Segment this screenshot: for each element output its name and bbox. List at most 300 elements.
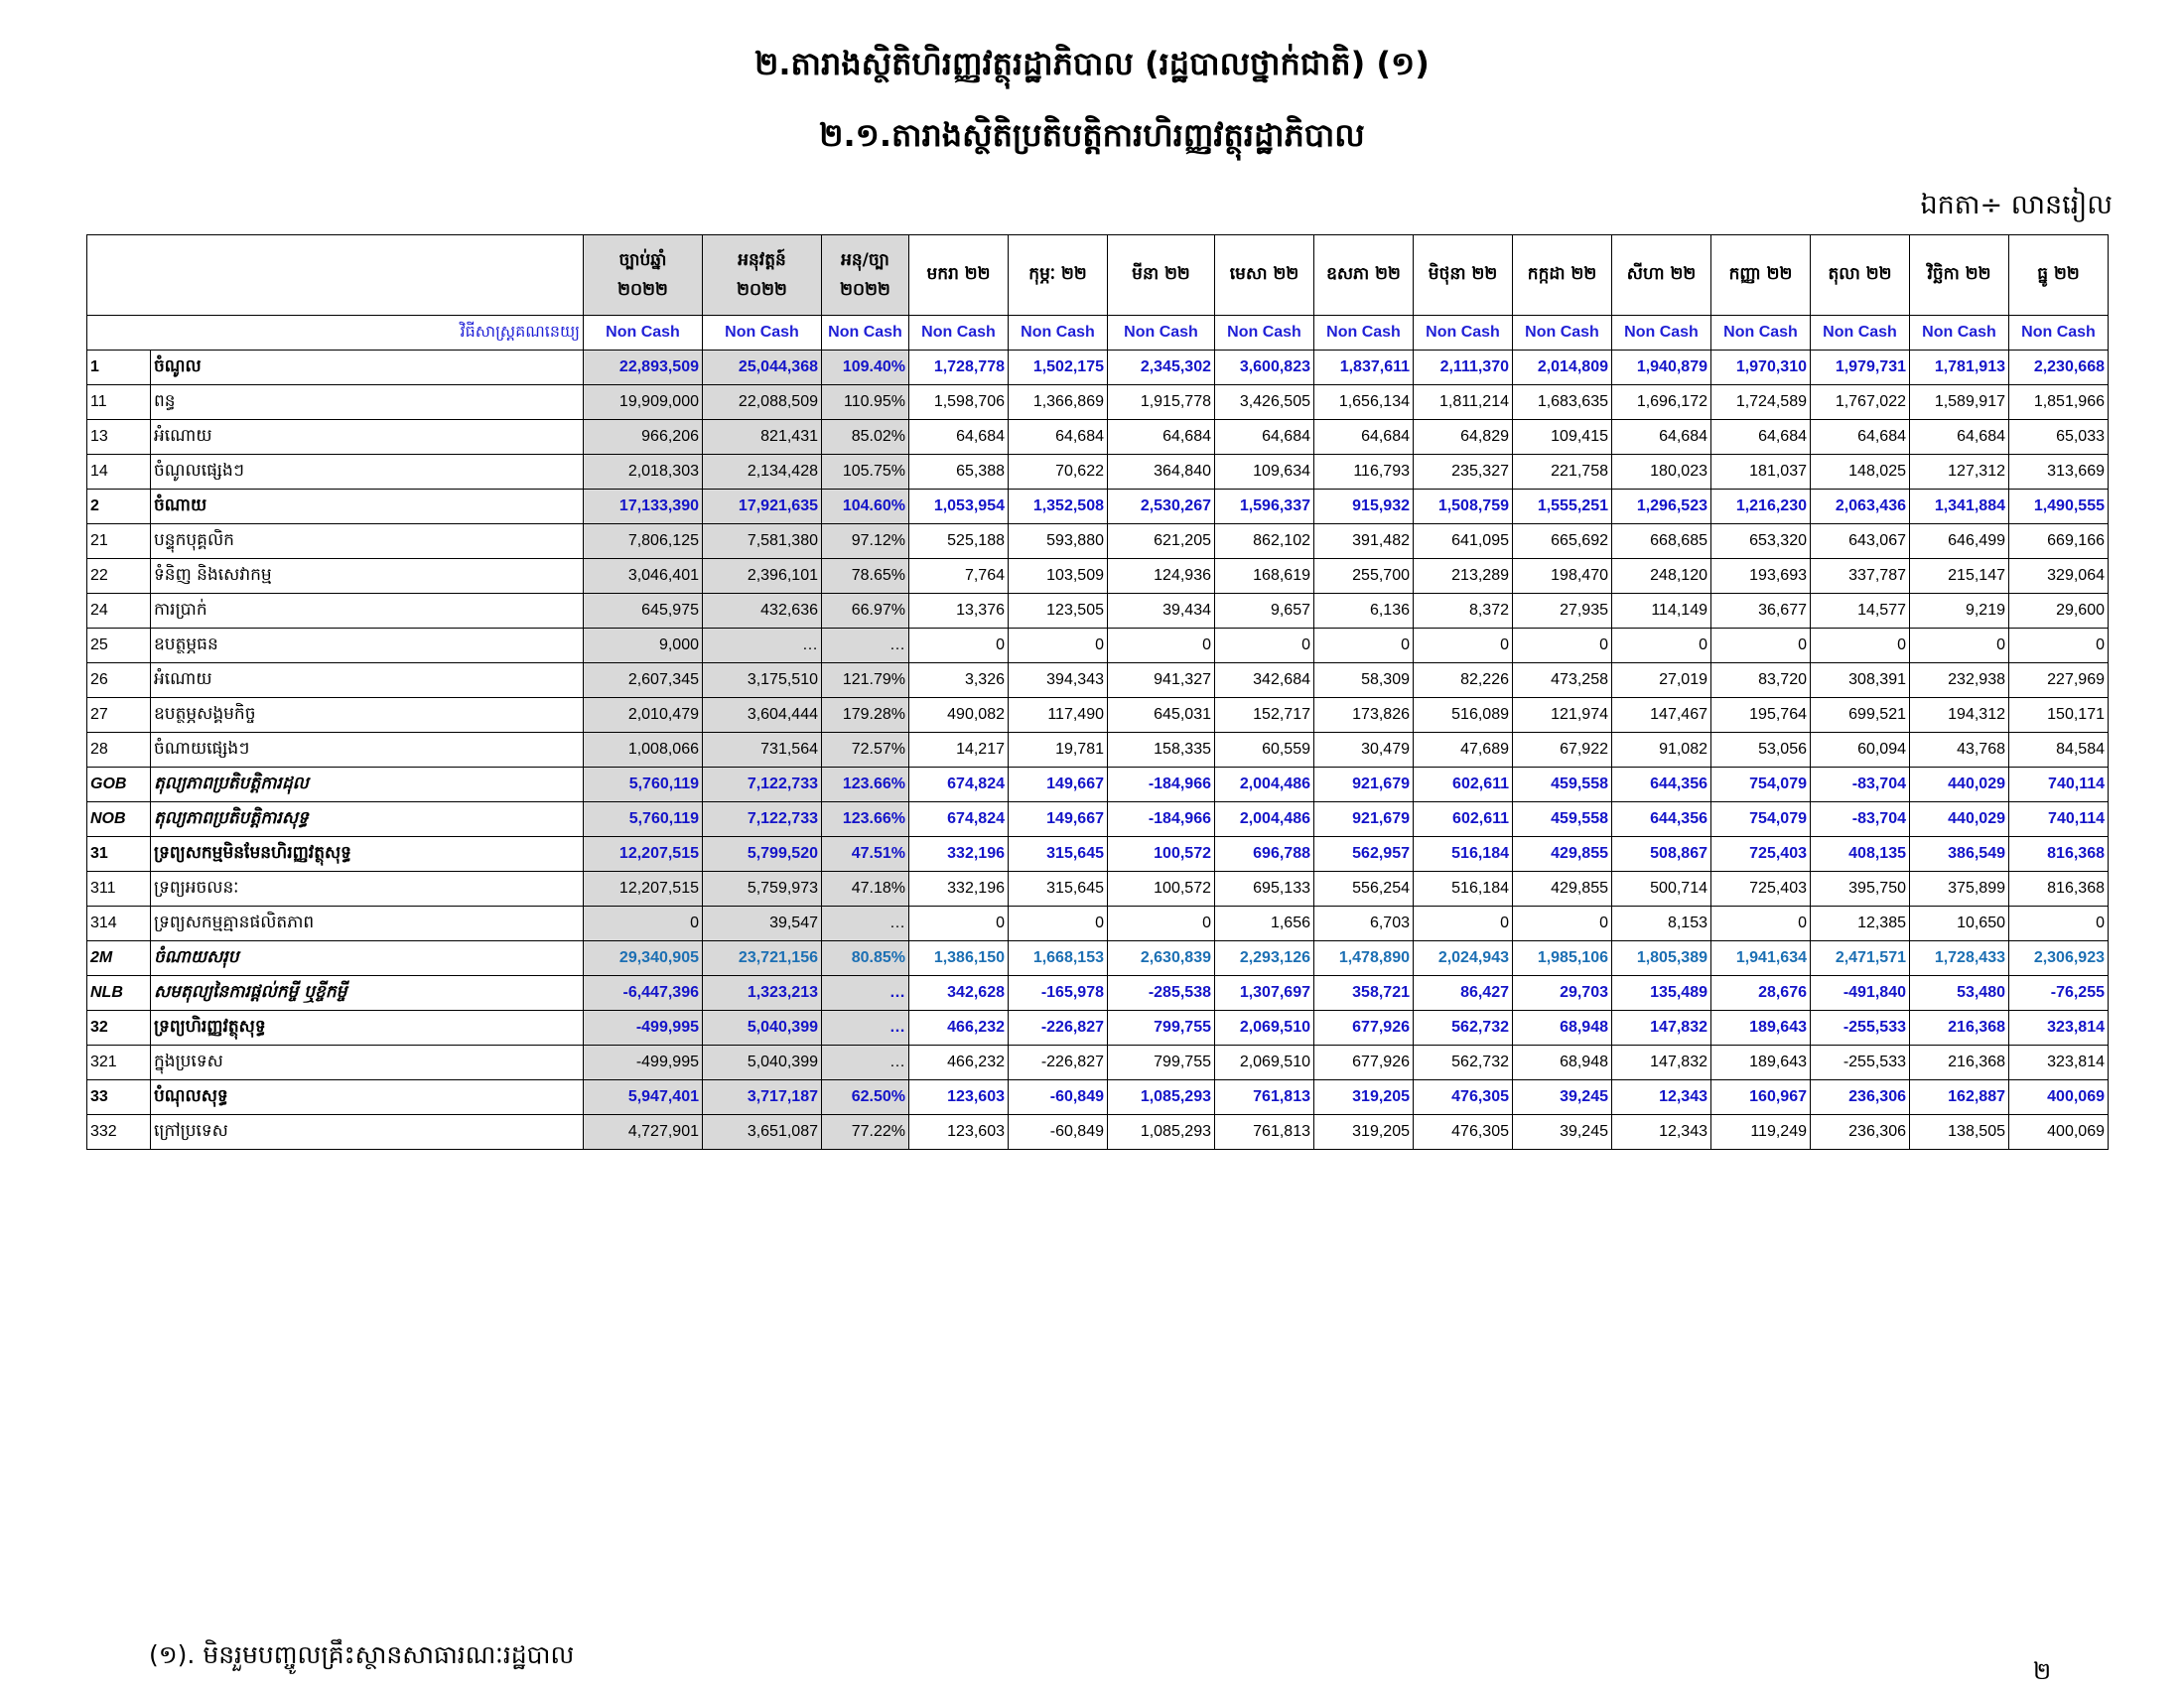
row-code: GOB <box>87 768 151 802</box>
month-value: 67,922 <box>1513 733 1612 768</box>
month-value: 1,598,706 <box>909 385 1009 420</box>
implementation-value: 3,717,187 <box>703 1080 822 1115</box>
month-value: -83,704 <box>1811 768 1910 802</box>
month-value: -184,966 <box>1108 802 1215 837</box>
row-name: ឧបត្ថម្ភសង្គមកិច្ច <box>151 698 584 733</box>
month-value: 7,764 <box>909 559 1009 594</box>
month-value: 459,558 <box>1513 802 1612 837</box>
table-row <box>87 594 2109 629</box>
month-value: 1,837,611 <box>1314 351 1414 385</box>
month-value: 0 <box>1811 629 1910 663</box>
law-value: 5,947,401 <box>584 1080 703 1115</box>
row-name: ការប្រាក់ <box>151 594 584 629</box>
month-value: 1,683,635 <box>1513 385 1612 420</box>
row-code: NOB <box>87 802 151 837</box>
month-value: 64,684 <box>1215 420 1314 455</box>
month-value: 429,855 <box>1513 872 1612 907</box>
law-value: 2,607,345 <box>584 663 703 698</box>
ratio-value: 123.66% <box>822 802 909 837</box>
page-subtitle: ២.១.តារាងស្ថិតិប្រតិបត្តិការហិរញ្ញវត្ថុរដ្ឋាភិបាល <box>819 116 1365 154</box>
row-code: 33 <box>87 1080 151 1115</box>
non-cash-label: Non Cash <box>1811 316 1910 351</box>
month-value: 152,717 <box>1215 698 1314 733</box>
implementation-value: 25,044,368 <box>703 351 822 385</box>
month-value: 138,505 <box>1910 1115 2009 1150</box>
accounting-method-row <box>87 316 2109 351</box>
row-code: 22 <box>87 559 151 594</box>
month-value: 36,677 <box>1711 594 1811 629</box>
month-value: 227,969 <box>2009 663 2109 698</box>
month-value: 1,555,251 <box>1513 490 1612 524</box>
month-value: 2,345,302 <box>1108 351 1215 385</box>
implementation-value: 22,088,509 <box>703 385 822 420</box>
month-value: 1,941,634 <box>1711 941 1811 976</box>
implementation-value: 1,323,213 <box>703 976 822 1011</box>
month-value: 194,312 <box>1910 698 2009 733</box>
month-value: 1,767,022 <box>1811 385 1910 420</box>
month-value: 1,781,913 <box>1910 351 2009 385</box>
month-value: 0 <box>1009 907 1108 941</box>
month-value: 2,024,943 <box>1414 941 1513 976</box>
month-value: 1,296,523 <box>1612 490 1711 524</box>
implementation-value: 5,799,520 <box>703 837 822 872</box>
month-value: 1,307,697 <box>1215 976 1314 1011</box>
non-cash-label: Non Cash <box>822 316 909 351</box>
month-value: 47,689 <box>1414 733 1513 768</box>
header-law: ច្បាប់ឆ្នាំ ២០២២ <box>584 235 703 316</box>
row-code: 31 <box>87 837 151 872</box>
month-value: 0 <box>909 907 1009 941</box>
law-value: 966,206 <box>584 420 703 455</box>
law-value: 5,760,119 <box>584 768 703 802</box>
month-value: 1,940,879 <box>1612 351 1711 385</box>
month-value: 508,867 <box>1612 837 1711 872</box>
implementation-value: … <box>703 629 822 663</box>
table-row <box>87 663 2109 698</box>
implementation-value: 7,122,733 <box>703 768 822 802</box>
month-value: 216,368 <box>1910 1011 2009 1046</box>
implementation-value: 731,564 <box>703 733 822 768</box>
ratio-value: 66.97% <box>822 594 909 629</box>
month-value: -184,966 <box>1108 768 1215 802</box>
table-row <box>87 559 2109 594</box>
month-value: 0 <box>1414 629 1513 663</box>
month-value: 473,258 <box>1513 663 1612 698</box>
ratio-value: 104.60% <box>822 490 909 524</box>
month-value: 116,793 <box>1314 455 1414 490</box>
header-month: វិច្ឆិកា ២២ <box>1910 235 2009 316</box>
month-value: 13,376 <box>909 594 1009 629</box>
month-value: 2,004,486 <box>1215 768 1314 802</box>
month-value: 64,684 <box>909 420 1009 455</box>
table-row <box>87 976 2109 1011</box>
month-value: 516,089 <box>1414 698 1513 733</box>
month-value: 158,335 <box>1108 733 1215 768</box>
ratio-value: 78.65% <box>822 559 909 594</box>
row-code: 311 <box>87 872 151 907</box>
month-value: 862,102 <box>1215 524 1314 559</box>
row-code: 14 <box>87 455 151 490</box>
month-value: 621,205 <box>1108 524 1215 559</box>
implementation-value: 7,122,733 <box>703 802 822 837</box>
month-value: 668,685 <box>1612 524 1711 559</box>
month-value: 2,293,126 <box>1215 941 1314 976</box>
month-value: 14,217 <box>909 733 1009 768</box>
month-value: 0 <box>1108 629 1215 663</box>
month-value: -60,849 <box>1009 1115 1108 1150</box>
table-row <box>87 455 2109 490</box>
month-value: -83,704 <box>1811 802 1910 837</box>
law-value: -6,447,396 <box>584 976 703 1011</box>
month-value: 180,023 <box>1612 455 1711 490</box>
row-name: បន្ទុកបុគ្គលិក <box>151 524 584 559</box>
month-value: 86,427 <box>1414 976 1513 1011</box>
header-ratio: អនុ/ច្បា ២០២២ <box>822 235 909 316</box>
month-value: 0 <box>1215 629 1314 663</box>
month-value: 315,645 <box>1009 872 1108 907</box>
month-value: 0 <box>2009 629 2109 663</box>
month-value: 12,385 <box>1811 907 1910 941</box>
month-value: 0 <box>1513 629 1612 663</box>
month-value: 3,426,505 <box>1215 385 1314 420</box>
month-value: 39,245 <box>1513 1115 1612 1150</box>
month-value: -60,849 <box>1009 1080 1108 1115</box>
month-value: 82,226 <box>1414 663 1513 698</box>
ratio-value: 105.75% <box>822 455 909 490</box>
header-month: មិថុនា ២២ <box>1414 235 1513 316</box>
non-cash-label: Non Cash <box>1108 316 1215 351</box>
month-value: 2,069,510 <box>1215 1046 1314 1080</box>
month-value: 60,094 <box>1811 733 1910 768</box>
row-code: 11 <box>87 385 151 420</box>
month-value: 119,249 <box>1711 1115 1811 1150</box>
month-value: 644,356 <box>1612 768 1711 802</box>
month-value: 1,811,214 <box>1414 385 1513 420</box>
month-value: 646,499 <box>1910 524 2009 559</box>
month-value: 643,067 <box>1811 524 1910 559</box>
month-value: 60,559 <box>1215 733 1314 768</box>
month-value: 1,490,555 <box>2009 490 2109 524</box>
month-value: 1,728,433 <box>1910 941 2009 976</box>
month-value: 1,656 <box>1215 907 1314 941</box>
month-value: 669,166 <box>2009 524 2109 559</box>
month-value: -285,538 <box>1108 976 1215 1011</box>
month-value: 408,135 <box>1811 837 1910 872</box>
header-month: កក្កដា ២២ <box>1513 235 1612 316</box>
table-row <box>87 837 2109 872</box>
month-value: 12,343 <box>1612 1115 1711 1150</box>
header-month: ធ្នូ ២២ <box>2009 235 2109 316</box>
month-value: 1,851,966 <box>2009 385 2109 420</box>
month-value: 1,724,589 <box>1711 385 1811 420</box>
implementation-value: 821,431 <box>703 420 822 455</box>
statistics-table <box>86 234 2109 1150</box>
header-blank <box>87 235 584 316</box>
month-value: 127,312 <box>1910 455 2009 490</box>
non-cash-label: Non Cash <box>1910 316 2009 351</box>
ratio-value: 72.57% <box>822 733 909 768</box>
month-value: 319,205 <box>1314 1080 1414 1115</box>
law-value: 5,760,119 <box>584 802 703 837</box>
month-value: 2,230,668 <box>2009 351 2109 385</box>
implementation-value: 2,396,101 <box>703 559 822 594</box>
month-value: 2,111,370 <box>1414 351 1513 385</box>
month-value: 123,603 <box>909 1080 1009 1115</box>
month-value: 58,309 <box>1314 663 1414 698</box>
implementation-value: 3,604,444 <box>703 698 822 733</box>
month-value: 100,572 <box>1108 872 1215 907</box>
table-row <box>87 490 2109 524</box>
month-value: 100,572 <box>1108 837 1215 872</box>
month-value: 323,814 <box>2009 1011 2109 1046</box>
month-value: 1,216,230 <box>1711 490 1811 524</box>
header-month: ឧសភា ២២ <box>1314 235 1414 316</box>
table-row <box>87 385 2109 420</box>
month-value: 332,196 <box>909 837 1009 872</box>
month-value: 1,366,869 <box>1009 385 1108 420</box>
month-value: 500,714 <box>1612 872 1711 907</box>
month-value: 696,788 <box>1215 837 1314 872</box>
month-value: 754,079 <box>1711 768 1811 802</box>
header-month: សីហា ២២ <box>1612 235 1711 316</box>
implementation-value: 23,721,156 <box>703 941 822 976</box>
month-value: 147,832 <box>1612 1011 1711 1046</box>
row-name: ក្នុងប្រទេស <box>151 1046 584 1080</box>
ratio-value: … <box>822 1011 909 1046</box>
table-row <box>87 698 2109 733</box>
row-name: បំណុលសុទ្ធ <box>151 1080 584 1115</box>
month-value: 315,645 <box>1009 837 1108 872</box>
month-value: 27,019 <box>1612 663 1711 698</box>
row-name: ទ្រព្យអចលនៈ <box>151 872 584 907</box>
month-value: 27,935 <box>1513 594 1612 629</box>
month-value: 0 <box>1711 629 1811 663</box>
month-value: 3,326 <box>909 663 1009 698</box>
month-value: 466,232 <box>909 1011 1009 1046</box>
month-value: 394,343 <box>1009 663 1108 698</box>
month-value: 644,356 <box>1612 802 1711 837</box>
law-value: 3,046,401 <box>584 559 703 594</box>
non-cash-label: Non Cash <box>1513 316 1612 351</box>
law-value: 7,806,125 <box>584 524 703 559</box>
month-value: 64,829 <box>1414 420 1513 455</box>
implementation-value: 3,651,087 <box>703 1115 822 1150</box>
month-value: 213,289 <box>1414 559 1513 594</box>
month-value: 173,826 <box>1314 698 1414 733</box>
month-value: 740,114 <box>2009 802 2109 837</box>
implementation-value: 5,040,399 <box>703 1011 822 1046</box>
month-value: 114,149 <box>1612 594 1711 629</box>
month-value: 725,403 <box>1711 872 1811 907</box>
header-month: កញ្ញា ២២ <box>1711 235 1811 316</box>
month-value: 14,577 <box>1811 594 1910 629</box>
row-code: 2M <box>87 941 151 976</box>
month-value: 215,147 <box>1910 559 2009 594</box>
law-value: 12,207,515 <box>584 872 703 907</box>
month-value: 1,979,731 <box>1811 351 1910 385</box>
month-value: 1,478,890 <box>1314 941 1414 976</box>
month-value: 641,095 <box>1414 524 1513 559</box>
table-body <box>87 351 2109 1150</box>
ratio-value: 110.95% <box>822 385 909 420</box>
month-value: 645,031 <box>1108 698 1215 733</box>
month-value: 117,490 <box>1009 698 1108 733</box>
ratio-value: 80.85% <box>822 941 909 976</box>
law-value: 2,010,479 <box>584 698 703 733</box>
non-cash-label: Non Cash <box>1314 316 1414 351</box>
month-value: 68,948 <box>1513 1011 1612 1046</box>
row-code: 24 <box>87 594 151 629</box>
month-value: 68,948 <box>1513 1046 1612 1080</box>
month-value: 53,056 <box>1711 733 1811 768</box>
row-name: ឧបត្ថម្ភធន <box>151 629 584 663</box>
row-code: 1 <box>87 351 151 385</box>
header-month: កុម្ភៈ ២២ <box>1009 235 1108 316</box>
law-value: 22,893,509 <box>584 351 703 385</box>
law-value: 29,340,905 <box>584 941 703 976</box>
month-value: -165,978 <box>1009 976 1108 1011</box>
month-value: 232,938 <box>1910 663 2009 698</box>
row-code: 21 <box>87 524 151 559</box>
non-cash-label: Non Cash <box>909 316 1009 351</box>
month-value: 0 <box>1414 907 1513 941</box>
month-value: 193,693 <box>1711 559 1811 594</box>
row-code: 13 <box>87 420 151 455</box>
month-value: 556,254 <box>1314 872 1414 907</box>
month-value: 1,502,175 <box>1009 351 1108 385</box>
month-value: 525,188 <box>909 524 1009 559</box>
month-value: 400,069 <box>2009 1080 2109 1115</box>
law-value: 9,000 <box>584 629 703 663</box>
law-value: 12,207,515 <box>584 837 703 872</box>
month-value: 124,936 <box>1108 559 1215 594</box>
month-value: 64,684 <box>1910 420 2009 455</box>
month-value: 1,805,389 <box>1612 941 1711 976</box>
month-value: 329,064 <box>2009 559 2109 594</box>
month-value: 342,628 <box>909 976 1009 1011</box>
month-value: 1,589,917 <box>1910 385 2009 420</box>
month-value: 799,755 <box>1108 1011 1215 1046</box>
month-value: 9,219 <box>1910 594 2009 629</box>
month-value: 1,053,954 <box>909 490 1009 524</box>
row-code: 28 <box>87 733 151 768</box>
month-value: 109,634 <box>1215 455 1314 490</box>
month-value: 0 <box>1612 629 1711 663</box>
table-row <box>87 1011 2109 1046</box>
row-code: 26 <box>87 663 151 698</box>
month-value: 70,622 <box>1009 455 1108 490</box>
month-value: 516,184 <box>1414 872 1513 907</box>
month-value: 2,004,486 <box>1215 802 1314 837</box>
month-value: 1,386,150 <box>909 941 1009 976</box>
month-value: 123,505 <box>1009 594 1108 629</box>
month-value: 1,085,293 <box>1108 1115 1215 1150</box>
month-value: 602,611 <box>1414 802 1513 837</box>
ratio-value: 179.28% <box>822 698 909 733</box>
row-code: 25 <box>87 629 151 663</box>
month-value: 64,684 <box>1811 420 1910 455</box>
month-value: 39,434 <box>1108 594 1215 629</box>
month-value: 313,669 <box>2009 455 2109 490</box>
month-value: 12,343 <box>1612 1080 1711 1115</box>
month-value: 0 <box>1910 629 2009 663</box>
month-value: 123,603 <box>909 1115 1009 1150</box>
ratio-value: 123.66% <box>822 768 909 802</box>
row-name: ចំណាយ <box>151 490 584 524</box>
law-value: 645,975 <box>584 594 703 629</box>
header-month: មករា ២២ <box>909 235 1009 316</box>
non-cash-label: Non Cash <box>1612 316 1711 351</box>
month-value: 799,755 <box>1108 1046 1215 1080</box>
month-value: 43,768 <box>1910 733 2009 768</box>
row-name: សមតុល្យនៃការផ្តល់កម្ចី ឬខ្ចីកម្ចី <box>151 976 584 1011</box>
row-name: ទ្រព្យហិរញ្ញវត្ថុសុទ្ធ <box>151 1011 584 1046</box>
implementation-value: 7,581,380 <box>703 524 822 559</box>
month-value: 323,814 <box>2009 1046 2109 1080</box>
ratio-value: 97.12% <box>822 524 909 559</box>
law-value: 17,133,390 <box>584 490 703 524</box>
month-value: 8,372 <box>1414 594 1513 629</box>
ratio-value: 85.02% <box>822 420 909 455</box>
implementation-value: 5,759,973 <box>703 872 822 907</box>
table-row <box>87 1115 2109 1150</box>
month-value: 0 <box>1108 907 1215 941</box>
ratio-value: 109.40% <box>822 351 909 385</box>
month-value: 677,926 <box>1314 1046 1414 1080</box>
month-value: 29,600 <box>2009 594 2109 629</box>
row-code: 27 <box>87 698 151 733</box>
row-name: ទ្រព្យសកម្មគ្មានផលិតភាព <box>151 907 584 941</box>
month-value: 160,967 <box>1711 1080 1811 1115</box>
month-value: 476,305 <box>1414 1080 1513 1115</box>
ratio-value: 121.79% <box>822 663 909 698</box>
month-value: -76,255 <box>2009 976 2109 1011</box>
month-value: 921,679 <box>1314 802 1414 837</box>
month-value: 3,600,823 <box>1215 351 1314 385</box>
month-value: 1,985,106 <box>1513 941 1612 976</box>
month-value: 0 <box>1513 907 1612 941</box>
month-value: -255,533 <box>1811 1011 1910 1046</box>
row-name: អំណោយ <box>151 420 584 455</box>
month-value: 189,643 <box>1711 1011 1811 1046</box>
month-value: 91,082 <box>1612 733 1711 768</box>
month-value: 1,508,759 <box>1414 490 1513 524</box>
month-value: 2,063,436 <box>1811 490 1910 524</box>
month-value: 147,467 <box>1612 698 1711 733</box>
implementation-value: 432,636 <box>703 594 822 629</box>
implementation-value: 39,547 <box>703 907 822 941</box>
row-name: ទ្រព្យសកម្មមិនមែនហិរញ្ញវត្ថុសុទ្ធ <box>151 837 584 872</box>
month-value: 65,388 <box>909 455 1009 490</box>
month-value: 1,352,508 <box>1009 490 1108 524</box>
month-value: 941,327 <box>1108 663 1215 698</box>
implementation-value: 2,134,428 <box>703 455 822 490</box>
table-row <box>87 629 2109 663</box>
law-value: 2,018,303 <box>584 455 703 490</box>
law-value: 19,909,000 <box>584 385 703 420</box>
table-row <box>87 872 2109 907</box>
law-value: -499,995 <box>584 1011 703 1046</box>
month-value: 0 <box>1711 907 1811 941</box>
month-value: 189,643 <box>1711 1046 1811 1080</box>
month-value: 149,667 <box>1009 802 1108 837</box>
month-value: 466,232 <box>909 1046 1009 1080</box>
month-value: 6,136 <box>1314 594 1414 629</box>
row-name: ចំណូល <box>151 351 584 385</box>
month-value: 147,832 <box>1612 1046 1711 1080</box>
month-value: 248,120 <box>1612 559 1711 594</box>
month-value: 1,656,134 <box>1314 385 1414 420</box>
